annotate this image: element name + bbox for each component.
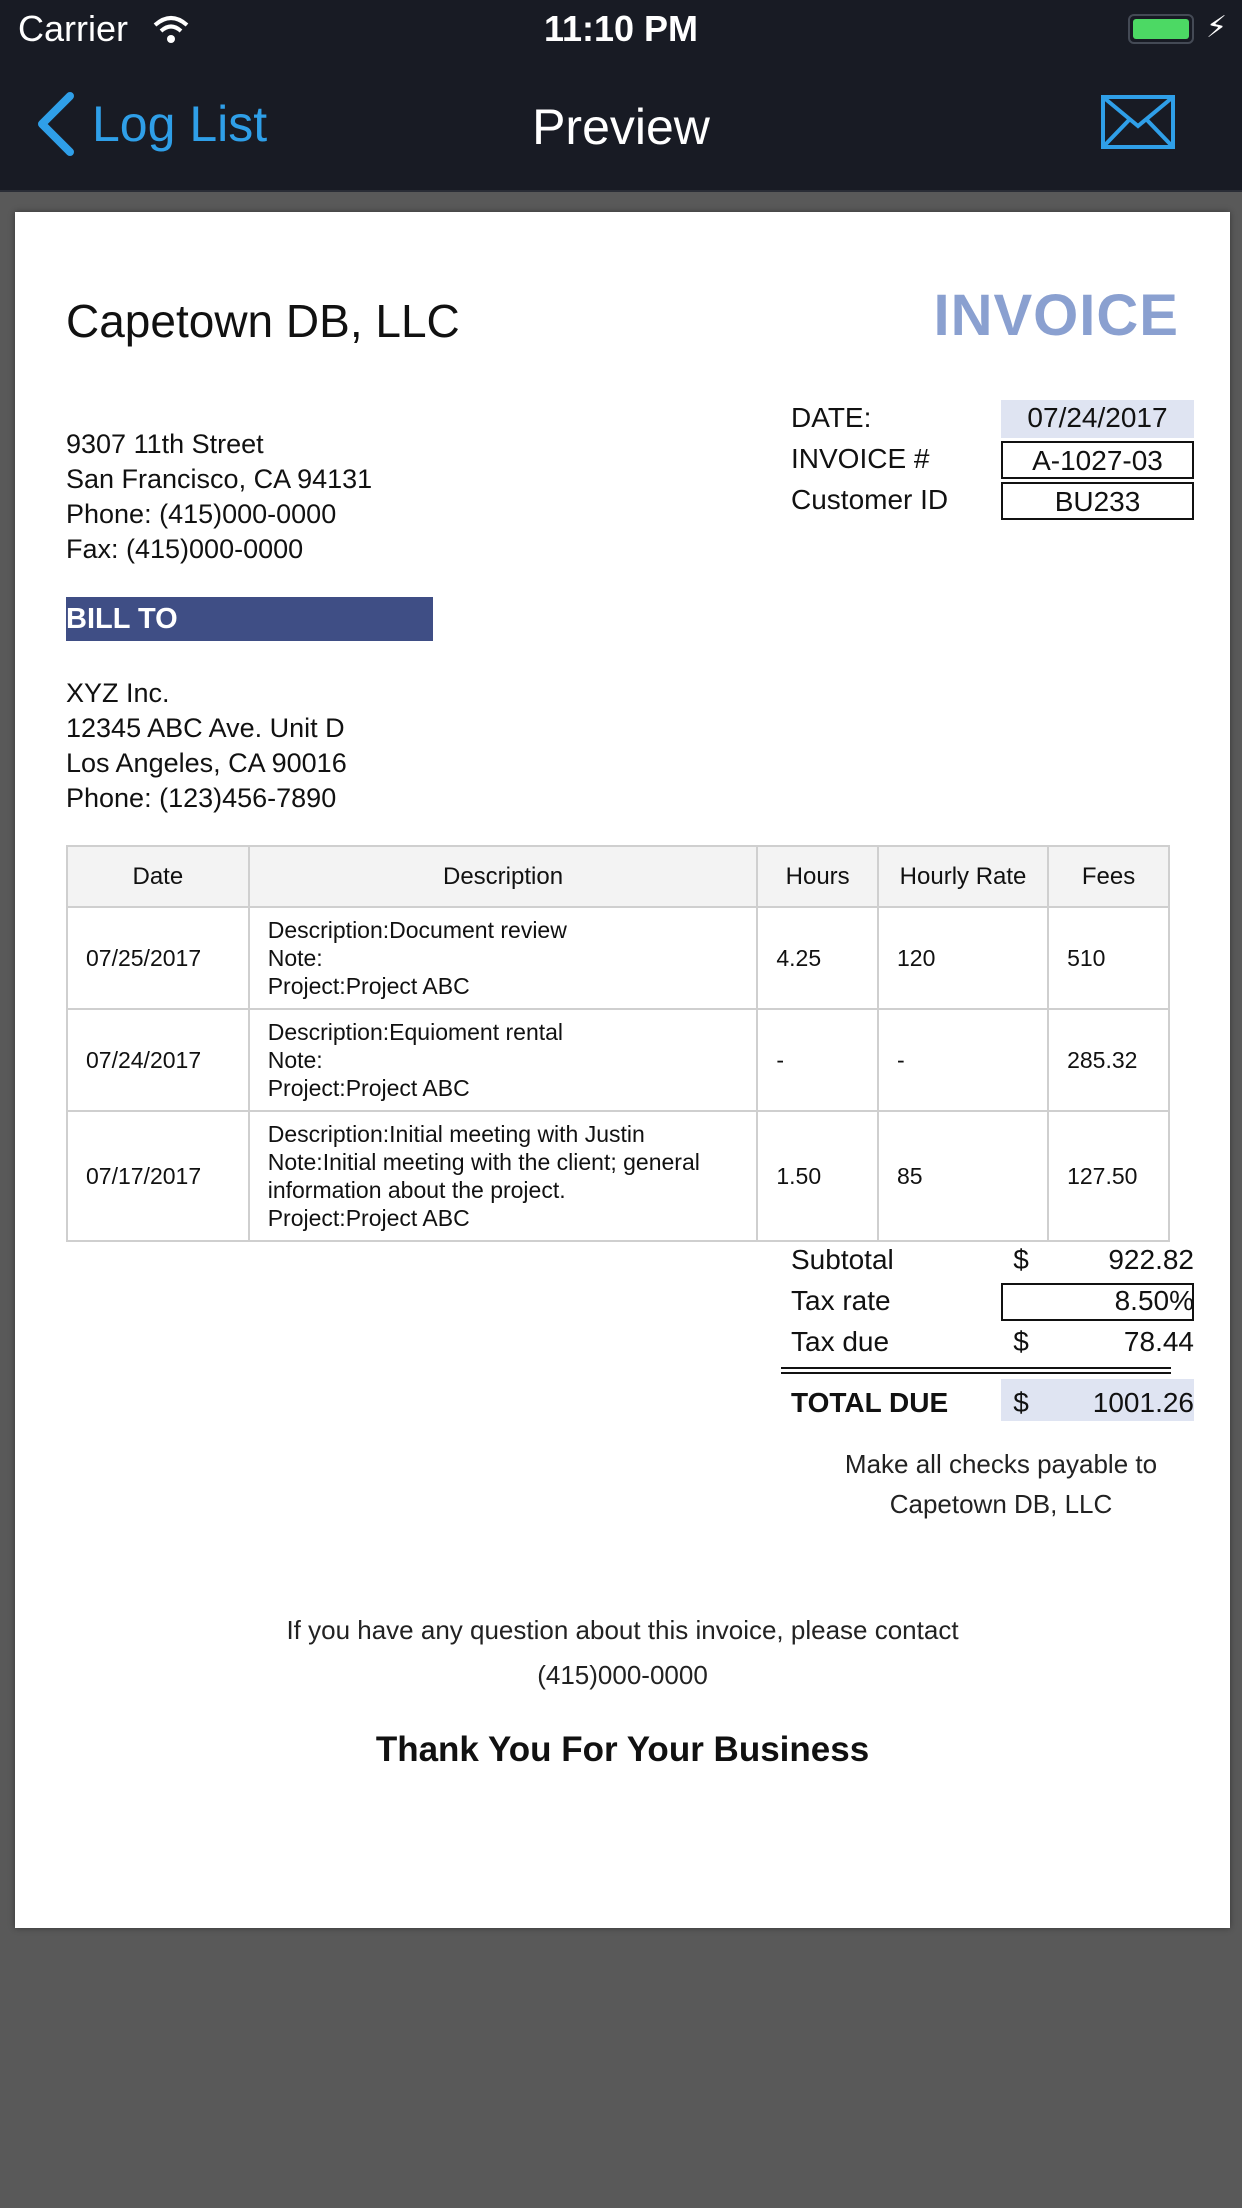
payable-line: Make all checks payable to [844, 1449, 1158, 1479]
subtotal-currency: $ [1013, 1244, 1029, 1275]
table-row [67, 1009, 1169, 1111]
cell-fees: 285.32 [1048, 1009, 1169, 1111]
totals-block [791, 1240, 1194, 1423]
customer-id-value: BU233 [1001, 482, 1194, 520]
cell-rate: 120 [878, 907, 1048, 1009]
tax-rate-value: 8.50% [1114, 1285, 1194, 1316]
cell-fees: 510 [1048, 907, 1169, 1009]
invoice-number-label: INVOICE # [791, 443, 930, 474]
payable-line: Capetown DB, LLC [889, 1489, 1113, 1519]
tax-due-label: Tax due [791, 1326, 890, 1357]
column-header: Fees [1048, 846, 1169, 907]
bill-to-heading: BILL TO [66, 597, 433, 641]
envelope-icon[interactable] [1100, 94, 1176, 150]
cell-date: 07/25/2017 [67, 907, 249, 1009]
back-label: Log List [92, 96, 268, 152]
contact-note [15, 1608, 1230, 1698]
description-line: Note: [267, 1047, 323, 1073]
column-header: Hours [757, 846, 878, 907]
company-name: Capetown DB, LLC [66, 295, 460, 347]
description-line: Project:Project ABC [267, 1205, 470, 1231]
double-rule [781, 1366, 1181, 1376]
invoice-document [15, 212, 1230, 1928]
nav-title: Preview [532, 99, 710, 155]
cell-hours: 4.25 [757, 907, 878, 1009]
invoice-number-value: A-1027-03 [1001, 441, 1194, 479]
address-line: 9307 11th Street [66, 429, 264, 459]
total-due-value: 1001.26 [1092, 1387, 1194, 1418]
tax-rate-row [791, 1281, 1194, 1322]
payable-note [791, 1444, 1211, 1524]
cell-date: 07/17/2017 [67, 1111, 249, 1241]
description-line: Description:Equioment rental [267, 1019, 564, 1045]
client-line: Los Angeles, CA 90016 [66, 748, 347, 778]
description-line: Note:Initial meeting with the client; general [267, 1149, 700, 1175]
total-due-row [791, 1379, 1194, 1423]
table-row [67, 907, 1169, 1009]
tax-due-row [791, 1322, 1194, 1363]
table-header-row [67, 846, 1169, 907]
tax-rate-label: Tax rate [791, 1285, 891, 1316]
cell-fees: 127.50 [1048, 1111, 1169, 1241]
client-line: XYZ Inc. [66, 678, 170, 708]
subtotal-row [791, 1240, 1194, 1281]
battery-icon [1128, 14, 1194, 44]
invoice-title: INVOICE [933, 283, 1179, 348]
description-line: Description:Document review [267, 917, 567, 943]
cell-date: 07/24/2017 [67, 1009, 249, 1111]
client-line: 12345 ABC Ave. Unit D [66, 713, 345, 743]
description-line: information about the project. [267, 1177, 566, 1203]
date-label: DATE: [791, 402, 872, 433]
table-row [67, 1111, 1169, 1241]
customer-id-label: Customer ID [791, 484, 949, 515]
contact-line: (415)000-0000 [537, 1660, 708, 1690]
column-header: Date [67, 846, 249, 907]
subtotal-label: Subtotal [791, 1244, 894, 1275]
subtotal-value: 922.82 [1108, 1244, 1194, 1275]
address-line: Fax: (415)000-0000 [66, 534, 304, 564]
cell-description [249, 907, 758, 1009]
cell-hours: - [757, 1009, 878, 1111]
line-items-table [66, 845, 1170, 1242]
thank-you-message: Thank You For Your Business [375, 1730, 870, 1769]
navigation-bar [0, 60, 1242, 190]
total-due-currency: $ [1013, 1387, 1029, 1418]
address-line: Phone: (415)000-0000 [66, 499, 337, 529]
description-line: Note: [267, 945, 323, 971]
description-line: Project:Project ABC [267, 1075, 470, 1101]
column-header: Hourly Rate [878, 846, 1048, 907]
carrier-label: Carrier [18, 8, 129, 49]
cell-rate: 85 [878, 1111, 1048, 1241]
address-line: San Francisco, CA 94131 [66, 464, 373, 494]
cell-hours: 1.50 [757, 1111, 878, 1241]
status-time: 11:10 PM [543, 8, 699, 49]
tax-due-value: 78.44 [1123, 1326, 1194, 1357]
client-address [66, 676, 347, 816]
status-bar [0, 0, 1242, 60]
cell-description [249, 1111, 758, 1241]
company-address [66, 427, 372, 567]
top-bar [0, 0, 1242, 192]
client-line: Phone: (123)456-7890 [66, 783, 337, 813]
contact-line: If you have any question about this invoice, please contact [286, 1615, 959, 1645]
description-line: Project:Project ABC [267, 973, 470, 999]
bolt-icon: ⚡ [1206, 11, 1228, 44]
description-line: Description:Initial meeting with Justin [267, 1121, 645, 1147]
column-header: Description [249, 846, 758, 907]
total-due-label: TOTAL DUE [791, 1387, 949, 1418]
cell-rate: - [878, 1009, 1048, 1111]
cell-description [249, 1009, 758, 1111]
date-value: 07/24/2017 [1001, 400, 1194, 438]
tax-due-currency: $ [1013, 1326, 1029, 1357]
